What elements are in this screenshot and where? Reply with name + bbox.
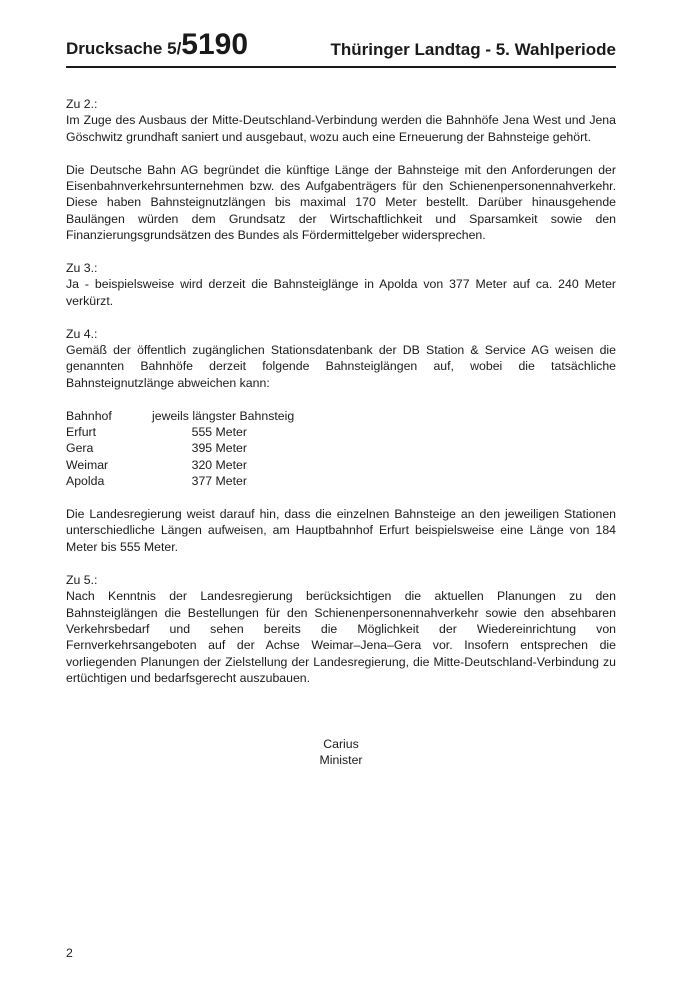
document-prefix: Drucksache 5/ <box>66 39 182 58</box>
station-name: Erfurt <box>66 425 97 440</box>
document-number <box>66 30 248 60</box>
platform-length: 555 Meter <box>191 425 247 440</box>
table-row <box>66 440 616 456</box>
document-number-value: 5190 <box>181 28 249 61</box>
answer-4-paragraph-1: Gemäß der öffentlich zugänglichen Stationsdatenbank der DB Station & Service AG weisen die genannten Bahnhöfe derzeit folgende Bahnsteiglängen auf, wobei die tatsächliche Bahnsteignutzlänge abweichen kann: <box>66 343 616 390</box>
signature-title: Minister <box>319 753 363 768</box>
platform-length: 377 Meter <box>191 474 247 489</box>
page-number: 2 <box>66 946 73 960</box>
answer-5-paragraph-1: Nach Kenntnis der Landesregierung berücksichtigen die aktuellen Planungen zu den Bahnsteiglängen die Bestellungen für den Schienenpersonennahverkehr sowie den absehbaren Verkehrsbedarf und sehen bereits die Möglichkeit der Wiedereinrichtung von Fernverkehrsangeboten auf der Achse Weimar–Jena–Gera vor. Insofern entsprechen die vorliegenden Planungen der Zielstellung der Landesregierung, die Mitte-Deutschland-Verbindung zu ertüchtigen und bedarfsgerecht auszubauen. <box>66 589 616 686</box>
page-header <box>66 30 616 64</box>
answer-2-paragraph-2: Die Deutsche Bahn AG begründet die künftige Länge der Bahnsteige mit den Anforderungen der Eisenbahnverkehrsunternehmen bzw. des Aufgabenträgers für den Schienenpersonennahverkehr. Diese haben Bahnsteignutzlängen bis maximal 170 Meter bestellt. Darüber hinausgehende Baulängen würden dem Grundsatz der Wirtschaftlichkeit und Sparsamkeit sowie den Finanzierungsgrundsätzen des Bundes als Fördermittelgeber widersprechen. <box>66 162 616 243</box>
answer-5-label: Zu 5.: <box>66 572 98 587</box>
answer-2-paragraph-1: Im Zuge des Ausbaus der Mitte-Deutschland-Verbindung werden die Bahnhöfe Jena West und Jena Göschwitz grundhaft saniert und ausgebaut, wozu auch eine Erneuerung der Bahnsteige gehört. <box>66 113 616 144</box>
table-header-row <box>66 408 616 424</box>
document-body <box>66 96 616 769</box>
answer-3-paragraph-1: Ja - beispielsweise wird derzeit die Bahnsteiglänge in Apolda von 377 Meter auf ca. 240 Meter verkürzt. <box>66 277 616 308</box>
platform-length: 395 Meter <box>191 441 247 456</box>
table-row <box>66 457 616 473</box>
parliament-title: Thüringer Landtag - 5. Wahlperiode <box>330 40 616 59</box>
station-name: Apolda <box>66 474 105 489</box>
table-row <box>66 424 616 440</box>
answer-4-label: Zu 4.: <box>66 326 98 341</box>
table-header-station: Bahnhof <box>66 408 112 423</box>
platform-length-table <box>66 408 616 490</box>
signature-name: Carius <box>323 736 359 751</box>
station-name: Weimar <box>66 457 109 472</box>
answer-3-label: Zu 3.: <box>66 261 98 276</box>
answer-2-label: Zu 2.: <box>66 97 98 111</box>
station-name: Gera <box>66 441 94 456</box>
header-rule <box>66 66 616 68</box>
platform-length: 320 Meter <box>191 457 247 472</box>
answer-4-paragraph-2: Die Landesregierung weist darauf hin, dass die einzelnen Bahnsteige an den jeweiligen Stationen unterschiedliche Längen aufweisen, am Hauptbahnhof Erfurt beispielsweise eine Länge von 184 Meter bis 555 Meter. <box>66 507 616 554</box>
table-row <box>66 473 616 489</box>
table-header-length: jeweils längster Bahnsteig <box>152 408 295 423</box>
